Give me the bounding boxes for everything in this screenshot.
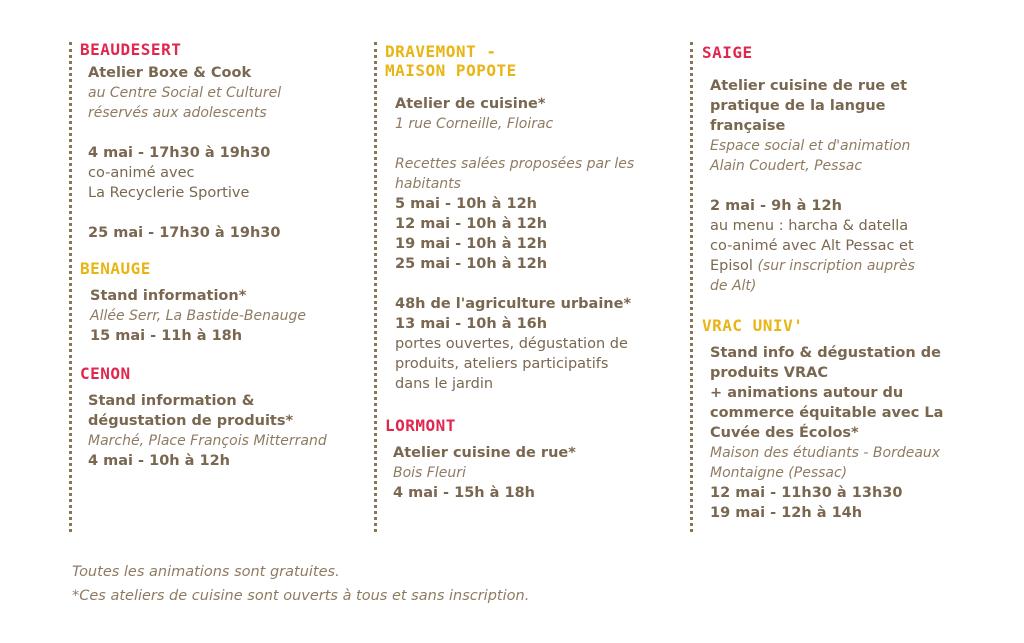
section-vrac-univ: [702, 316, 1002, 523]
section-title-beaudesert: BEAUDESERT: [80, 40, 182, 59]
event-note: habitants: [395, 176, 461, 192]
footer-notes: [72, 560, 529, 608]
section-title-cenon: CENON: [80, 364, 131, 383]
section-benauge: [80, 259, 370, 346]
event-place: 1 rue Corneille, Floirac: [395, 116, 554, 132]
section-title-vrac-univ: VRAC UNIV': [702, 316, 804, 335]
dotted-divider-right: [690, 42, 693, 532]
event-place: Bois Fleuri: [393, 465, 466, 481]
footer-free-note: Toutes les animations sont gratuites.: [72, 564, 340, 580]
column-middle: [385, 40, 680, 503]
event-date: 4 mai - 17h30 à 19h30: [88, 145, 271, 161]
event-name: Atelier cuisine de rue et: [710, 78, 908, 94]
event-place: Espace social et d'animation: [710, 138, 911, 154]
event-date: 12 mai - 10h à 12h: [395, 216, 548, 232]
section-beaudesert: [80, 40, 370, 243]
event-place: Allée Serr, La Bastide-Benauge: [90, 308, 306, 324]
event-place: Maison des étudiants - Bordeaux: [710, 445, 941, 461]
section-lormont: [385, 416, 680, 503]
event-date: 13 mai - 10h à 16h: [395, 316, 548, 332]
event-place: Marché, Place François Mitterrand: [88, 433, 327, 449]
event-note: produits, ateliers participatifs: [395, 356, 609, 372]
event-name: 48h de l'agriculture urbaine*: [395, 296, 632, 312]
event-date: 12 mai - 11h30 à 13h30: [710, 485, 903, 501]
event-note: dans le jardin: [395, 376, 494, 392]
event-name: dégustation de produits*: [88, 413, 294, 429]
section-title-dravemont: DRAVEMONT -: [385, 42, 497, 61]
footer-asterisk-note: *Ces ateliers de cuisine sont ouverts à tous et sans inscription.: [72, 588, 530, 604]
event-name: pratique de la langue: [710, 98, 886, 114]
event-date: 19 mai - 12h à 14h: [710, 505, 863, 521]
event-note: Recettes salées proposées par les: [395, 156, 635, 172]
event-name: Stand info & dégustation de: [710, 345, 941, 361]
event-name: Atelier cuisine de rue*: [393, 445, 576, 461]
event-place: Alain Coudert, Pessac: [710, 158, 863, 174]
event-date: 4 mai - 10h à 12h: [88, 453, 230, 469]
section-title-dravemont-2: MAISON POPOTE: [385, 61, 517, 80]
section-saige: [702, 43, 1002, 296]
event-place: Montaigne (Pessac): [710, 465, 848, 481]
event-name: commerce équitable avec La: [710, 405, 944, 421]
event-name: produits VRAC: [710, 365, 829, 381]
event-note: au menu : harcha & datella: [710, 218, 909, 234]
column-right: [702, 40, 1002, 523]
event-note: [710, 256, 1002, 276]
event-date: 5 mai - 10h à 12h: [395, 196, 537, 212]
event-name: + animations autour du: [710, 385, 904, 401]
event-date: 2 mai - 9h à 12h: [710, 198, 842, 214]
section-cenon: [80, 364, 370, 471]
event-note-italic: (sur inscription auprès: [757, 258, 915, 274]
event-note: portes ouvertes, dégustation de: [395, 336, 628, 352]
event-name: Stand information &: [88, 393, 255, 409]
event-date: 25 mai - 10h à 12h: [395, 256, 548, 272]
event-name: Cuvée des Écolos*: [710, 425, 859, 441]
event-name: Atelier de cuisine*: [395, 96, 546, 112]
dotted-divider-left: [69, 42, 72, 532]
event-date: 19 mai - 10h à 12h: [395, 236, 548, 252]
section-title-lormont: LORMONT: [385, 416, 456, 435]
event-note: La Recyclerie Sportive: [88, 185, 250, 201]
section-dravemont: [385, 42, 680, 394]
event-note: co-animé avec: [88, 165, 195, 181]
event-note: co-animé avec Alt Pessac et: [710, 238, 914, 254]
column-left: [80, 40, 370, 471]
event-name: Stand information*: [90, 288, 247, 304]
event-date: 25 mai - 17h30 à 19h30: [88, 225, 281, 241]
event-note-text: Episol: [710, 258, 753, 274]
event-place: réservés aux adolescents: [88, 105, 267, 121]
section-title-benauge: BENAUGE: [80, 259, 151, 278]
dotted-divider-middle: [374, 42, 377, 532]
event-note-italic: de Alt): [710, 278, 757, 294]
section-title-saige: SAIGE: [702, 43, 753, 62]
event-place: au Centre Social et Culturel: [88, 85, 282, 101]
event-date: 4 mai - 15h à 18h: [393, 485, 535, 501]
event-date: 15 mai - 11h à 18h: [90, 328, 243, 344]
event-name: Atelier Boxe & Cook: [88, 65, 252, 81]
event-name: française: [710, 118, 786, 134]
